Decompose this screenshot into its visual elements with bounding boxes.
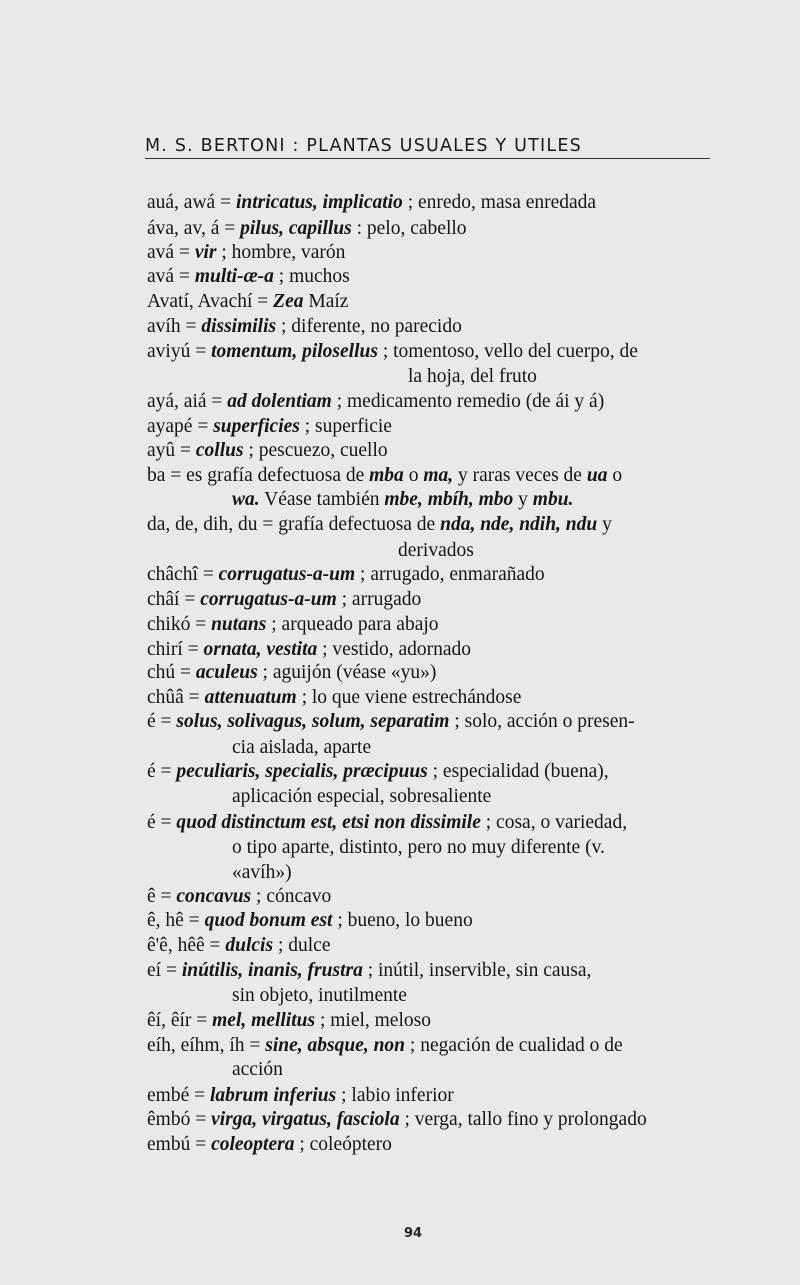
entry-text: auá, awá = (147, 192, 236, 213)
entry-line (147, 711, 635, 733)
latin-term: ad dolentiam (227, 391, 332, 412)
latin-term: sine, absque, non (265, 1035, 406, 1056)
entry-text: avá = (147, 242, 195, 263)
entry-line (147, 192, 596, 214)
latin-term: corrugatus-a-um (200, 589, 337, 610)
entry-line (147, 639, 471, 661)
latin-term: dulcis (225, 935, 274, 956)
entry-text: ê = (147, 886, 177, 907)
entry-continuation-line (398, 540, 474, 562)
entry-line (147, 614, 439, 636)
latin-term: peculiaris, specialis, præcipuus (176, 761, 428, 782)
entry-text: y (513, 489, 533, 510)
latin-term: vir (194, 242, 217, 263)
entry-line (147, 218, 467, 240)
latin-term: superficies (213, 416, 300, 437)
running-header: M. S. BERTONI : PLANTAS USUALES Y UTILES (145, 136, 582, 156)
entry-continuation-line (232, 985, 407, 1007)
entry-text: ; cosa, o variedad, (480, 812, 628, 833)
entry-text: chú = (147, 662, 196, 683)
entry-continuation-line (232, 862, 292, 884)
entry-text: ; negación de cualidad o de (405, 1035, 623, 1056)
latin-term: ma, (423, 465, 454, 486)
entry-text: ; labio inferior (336, 1085, 454, 1106)
latin-term: ornata, vestita (203, 639, 318, 660)
entry-text: : pelo, cabello (351, 218, 467, 239)
entry-text: ê, hê = (147, 910, 205, 931)
entry-text: eí = (147, 960, 182, 981)
latin-term: mel, mellitus (212, 1010, 316, 1031)
entry-text: ; diferente, no parecido (276, 316, 462, 337)
entry-line (147, 440, 388, 462)
entry-line (147, 291, 348, 313)
latin-term: quod distinctum est, etsi non dissimile (176, 812, 481, 833)
entry-text: é = (147, 711, 177, 732)
latin-term: corrugatus-a-um (218, 564, 356, 585)
entry-text: ; enredo, masa enredada (402, 192, 597, 213)
latin-term: labrum inferius (209, 1085, 337, 1106)
latin-term: mbe, mbíh, mbo (384, 489, 514, 510)
entry-text: ayapé = (147, 416, 214, 437)
latin-term: pilus, capillus (240, 218, 352, 239)
entry-text: ; superficie (299, 416, 392, 437)
entry-line (147, 465, 622, 487)
entry-line (147, 391, 604, 413)
entry-text: ; muchos (273, 266, 350, 287)
entry-text: ; medicamento remedio (de ái y á) (331, 391, 605, 412)
latin-term: wa. (232, 489, 260, 510)
entry-text: ba = es grafía defectuosa de (147, 465, 370, 486)
latin-term: tomentum, pilosellus (211, 341, 378, 362)
entry-text: châí = (147, 589, 201, 610)
entry-text: êí, êír = (147, 1010, 213, 1031)
entry-line (147, 416, 392, 438)
entry-text: «avíh») (232, 862, 292, 883)
entry-text: acción (232, 1059, 283, 1080)
entry-text: é = (147, 812, 177, 833)
entry-text: ayá, aiá = (147, 391, 228, 412)
header-rule (145, 158, 710, 159)
entry-text: ; solo, acción o presen- (449, 711, 635, 732)
entry-line (147, 266, 350, 288)
entry-line (147, 242, 345, 264)
latin-term: attenuatum (204, 687, 297, 708)
latin-term: aculeus (195, 662, 258, 683)
entry-line (147, 589, 421, 611)
page-number: 94 (404, 1226, 423, 1241)
latin-term: concavus (176, 886, 252, 907)
entry-line (147, 662, 436, 684)
latin-term: dissimilis (201, 316, 277, 337)
entry-text: embú = (147, 1134, 212, 1155)
latin-term: inútilis, inanis, frustra (181, 960, 363, 981)
entry-text: o tipo aparte, distinto, pero no muy diferente (v. (232, 837, 605, 858)
entry-text: ê'ê, hêê = (147, 935, 226, 956)
entry-text: aplicación especial, sobresaliente (232, 786, 492, 807)
entry-line (147, 1109, 647, 1131)
entry-text: ; verga, tallo fino y prolongado (399, 1109, 647, 1130)
entry-text: é = (147, 761, 177, 782)
entry-text: sin objeto, inutilmente (232, 985, 407, 1006)
entry-line (147, 1035, 623, 1057)
entry-text: derivados (398, 540, 474, 561)
entry-text: ayû = (147, 440, 196, 461)
entry-text: ; arrugado (336, 589, 422, 610)
entry-text: avá = (147, 266, 195, 287)
entry-text: ; tomentoso, vello del cuerpo, de (377, 341, 638, 362)
entry-text: y raras veces de (453, 465, 587, 486)
latin-term: Zea (273, 291, 304, 312)
entry-line (147, 1085, 454, 1107)
entry-text: chûâ = (147, 687, 205, 708)
entry-text: êmbó = (147, 1109, 212, 1130)
entry-line (147, 514, 612, 536)
entry-line (147, 761, 609, 783)
entry-line (147, 960, 591, 982)
entry-text: Maíz (303, 291, 349, 312)
entry-line (147, 910, 473, 932)
entry-text: embé = (147, 1085, 210, 1106)
entry-line (147, 886, 331, 908)
entry-text: châchî = (147, 564, 219, 585)
entry-line (147, 316, 462, 338)
entry-text: ; especialidad (buena), (427, 761, 609, 782)
latin-term: coleoptera (211, 1134, 295, 1155)
entry-text: ; inútil, inservible, sin causa, (362, 960, 592, 981)
latin-term: mbu. (532, 489, 574, 510)
entry-text: eíh, eíhm, íh = (147, 1035, 266, 1056)
entry-text: o (403, 465, 424, 486)
latin-term: multi-æ-a (194, 266, 274, 287)
entry-line (147, 564, 545, 586)
latin-term: nda, nde, ndih, ndu (440, 514, 598, 535)
latin-term: virga, virgatus, fasciola (211, 1109, 400, 1130)
latin-term: ua (586, 465, 608, 486)
entry-line (147, 812, 627, 834)
latin-term: collus (195, 440, 244, 461)
entry-text: aviyú = (147, 341, 212, 362)
entry-text: ; coleóptero (294, 1134, 392, 1155)
entry-line (147, 1134, 392, 1156)
entry-text: ; pescuezo, cuello (243, 440, 388, 461)
entry-text: ; vestido, adornado (317, 639, 472, 660)
entry-text: ; lo que viene estrechándose (296, 687, 522, 708)
latin-term: solus, solivagus, solum, separatim (176, 711, 450, 732)
entry-text: Avatí, Avachí = (147, 291, 274, 312)
entry-text: o (607, 465, 623, 486)
entry-continuation-line (408, 366, 537, 388)
latin-term: nutans (211, 614, 267, 635)
entry-continuation-line (232, 837, 605, 859)
entry-text: ; dulce (273, 935, 331, 956)
entry-text: chirí = (147, 639, 204, 660)
entry-text: ; bueno, lo bueno (332, 910, 473, 931)
entry-text: Véase también (259, 489, 385, 510)
entry-text: y (597, 514, 612, 535)
entry-text: da, de, dih, du = grafía defectuosa de (147, 514, 441, 535)
entry-line (147, 341, 638, 363)
entry-text: ; hombre, varón (216, 242, 346, 263)
entry-text: cia aislada, aparte (232, 737, 372, 758)
entry-line (147, 935, 330, 957)
entry-text: ; miel, meloso (315, 1010, 431, 1031)
entry-text: ; aguijón (véase «yu») (257, 662, 437, 683)
latin-term: quod bonum est (204, 910, 333, 931)
entry-text: avíh = (147, 316, 202, 337)
entry-continuation-line (232, 489, 573, 511)
entry-line (147, 687, 521, 709)
entry-text: ; arrugado, enmarañado (355, 564, 545, 585)
entry-continuation-line (232, 1059, 283, 1081)
latin-term: mba (369, 465, 404, 486)
entry-text: áva, av, á = (147, 218, 241, 239)
entry-line (147, 1010, 431, 1032)
entry-text: ; cóncavo (251, 886, 332, 907)
entry-text: chikó = (147, 614, 212, 635)
latin-term: intricatus, implicatio (235, 192, 403, 213)
entry-continuation-line (232, 786, 491, 808)
entry-continuation-line (232, 737, 371, 759)
entry-text: ; arqueado para abajo (266, 614, 439, 635)
entry-text: la hoja, del fruto (408, 366, 537, 387)
